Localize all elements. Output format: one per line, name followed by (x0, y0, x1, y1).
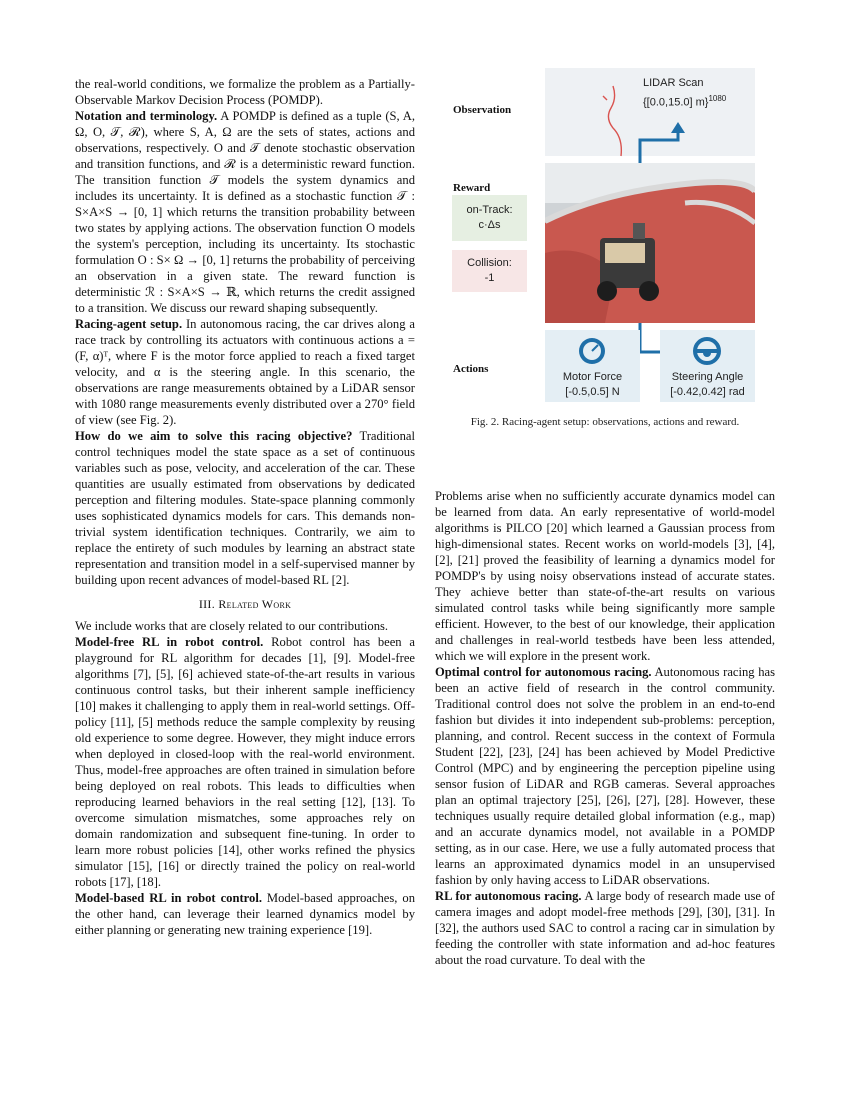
lidar-range-wrap (643, 91, 726, 111)
on-track-title: on-Track: (466, 204, 513, 216)
paragraph-heading: Model-free RL in robot control. (75, 635, 264, 649)
steering-wheel-icon (692, 336, 722, 366)
paragraph (75, 428, 415, 588)
lidar-scan-box (545, 68, 755, 156)
collision-value: -1 (484, 272, 495, 284)
paragraph (435, 664, 775, 888)
motor-force-range: [-0.5,0.5] N (565, 386, 620, 398)
on-track-reward-box (452, 195, 527, 241)
paragraph-text: In autonomous racing, the car drives along a race track by controlling its actuators with continuous actions a = (F, α)ᵀ, where F is the motor force applied to reach a fixed target velocity, and α is the steering angle. In this scenario, the observations are range measurements obtained by a LiDAR sensor with 1080 range measurements evenly distributed over a 270° field of view (see Fig. 2). (75, 317, 415, 427)
collision-reward-box (452, 250, 527, 292)
paragraph-heading: Model-based RL in robot control. (75, 891, 262, 905)
paragraph-text: Autonomous racing has been an active field of research in the control community. Traditional control does not solve the problem in an end-to-end fashion but divides it into independent sub-problems: perception, planning, and control. Recent success in the context of Formula Student [22], [23], [24] has been achieved by Model Predictive Control (MPC) and by engineering the perception pipeline using sensor fusion of LiDAR and RGB cameras. Several approaches plan an optimal trajectory [25], [26], [27], [28]. However, these techniques usually require detailed global information (e.g., map) and an accurate dynamics model, not available in a POMDP setting, as in our case. Here, we use a fully automated process that learns an approximated dynamics model in an unsupervised fashion by only having access to LiDAR observations. (435, 665, 775, 887)
paragraph-text: Robot control has been a playground for RL algorithm for decades [1], [9]. Model-free algorithms [7], [5], [6] achieved state-of-the-art results in various continuous control tasks, but their inherent sample inefficiency [10] makes it challenging to apply them in real-world settings. Off-policy [11], [5] methods reduce the sample complexity by reusing old experience to some degree. However, they might induce errors when deployed in closed-loop with the real-world environment. Thus, model-free approaches are often trained in simulation before being deployed on real robots. This leads to difficulties when reproducing learned behaviors in the real setting [12], [13]. To overcome simulation mismatches, some approaches rely on domain randomization and subsequent fine-tuning. In order to learn more robust policies [14], other works refined the physics simulator [15], [16] or directly trained the policy on real-world robots [17], [18]. (75, 635, 415, 889)
paragraph (75, 634, 415, 890)
paragraph-heading: Notation and terminology. (75, 109, 218, 123)
race-track-photo (545, 163, 755, 323)
actions-label: Actions (453, 363, 489, 375)
paragraph-heading: How do we aim to solve this racing objective? (75, 429, 353, 443)
paragraph: We include works that are closely related to our contributions. (75, 619, 389, 633)
steering-angle-box (660, 330, 755, 402)
section-number: III. (198, 597, 216, 611)
paragraph-heading: Racing-agent setup. (75, 317, 183, 331)
on-track-value: c·Δs (478, 219, 501, 231)
paragraph-heading: Optimal control for autonomous racing. (435, 665, 652, 679)
motor-force-box (545, 330, 640, 402)
figure-2 (435, 60, 775, 440)
steering-angle-title: Steering Angle (671, 371, 744, 383)
paragraph-heading: RL for autonomous racing. (435, 889, 582, 903)
lidar-exponent: 1080 (708, 94, 727, 103)
reward-label: Reward (453, 182, 491, 194)
paragraph (75, 108, 415, 316)
figure-caption: Fig. 2. Racing-agent setup: observations, actions and reward. (470, 416, 740, 428)
motor-force-title: Motor Force (562, 371, 623, 383)
right-column (435, 488, 775, 968)
section-heading (75, 596, 415, 612)
paragraph-text: A POMDP is defined as a tuple (S, A, Ω, O, 𝒯, ℛ), where S, A, Ω are the sets of states, actions and observations, respectively. O and 𝒯 denote stochastic observation and transition functions, and ℛ is a deterministic reward function. The transition function 𝒯 models the system dynamics and includes its uncertainty. It is defined as a stochastic function 𝒯 : S×A×S → [0, 1] which returns the transition probability between two states by applying actions. The observation function O models the system's perception, including its uncertainty. Its stochastic formulation O : S× Ω → [0, 1] returns the probability of perceiving an observation in a given state. The reward function is deterministic ℛ : S×A×S → ℝ, which returns the credit assigned to a transition. We discuss our reward shaping subsequently. (75, 109, 415, 315)
paragraph: the real-world conditions, we formalize the problem as a Partially-Observable Markov Decision Process (POMDP). (75, 77, 415, 107)
section-title: Related Work (218, 597, 292, 611)
observation-label: Observation (453, 104, 512, 116)
speedometer-icon (577, 336, 607, 366)
collision-title: Collision: (467, 257, 512, 269)
lidar-range: {[0.0,15.0] m} (643, 96, 709, 109)
paragraph: Problems arise when no sufficiently accurate dynamics model can be learned from data. An early representative of world-model algorithms is PILCO [20] which learned a Gaussian process from high-dimensional states. Recent works on world-models [3], [4], [2], [21] proved the feasibility of learning a dynamics model for POMDP's by using noisy observations instead of accurate states. They achieve better than state-of-the-art results on various simulated control tasks while being significantly more sample efficient. However, to the best of our knowledge, their application and challenges in real-world testbeds have been less attended, which we will explore in the present work. (435, 489, 775, 663)
steering-angle-range: [-0.42,0.42] rad (670, 386, 745, 398)
paragraph (435, 888, 775, 968)
paragraph-text: Traditional control techniques model the state space as a set of continuous variables such as pose, velocity, and acceleration of the car. These quantities are usually estimated from observations by dedicated perception and filtering modules. State-space planning commonly uses sophisticated dynamics models for cars. This demands non-trivial system identification techniques. Contrarily, we aim to replace the entirety of such modules by learning an abstract state representation and transition model in a self-supervised manner by building upon recent advances of model-based RL [2]. (75, 429, 415, 587)
left-column (75, 76, 415, 938)
paragraph (75, 890, 415, 938)
lidar-title: LIDAR Scan (643, 77, 704, 89)
paragraph-text: Model-based approaches, on the other hand, can leverage their learned dynamics model by either planning or generating new training experience [19]. (75, 891, 415, 937)
paragraph-text: A large body of research made use of camera images and adopt model-free methods [29], [30], [31]. In [32], the authors used SAC to control a racing car in simulation by feeding the controller with state information and ad-hoc features about the road curvature. To deal with the (435, 889, 775, 967)
paragraph (75, 316, 415, 428)
